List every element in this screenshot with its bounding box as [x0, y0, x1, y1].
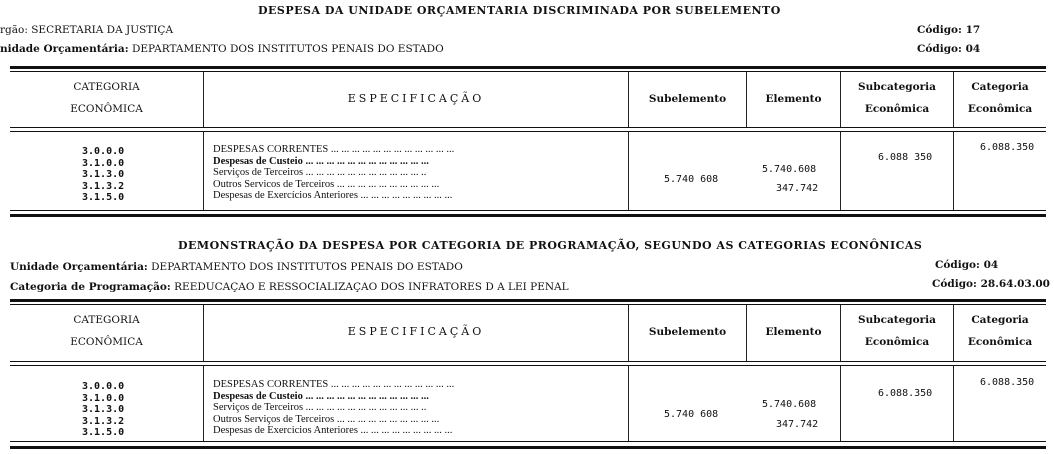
rule [10, 304, 1046, 305]
rule [10, 361, 1046, 362]
subelemento-value: 5.740 608 [664, 409, 719, 420]
rule [10, 127, 1046, 128]
table1 [10, 66, 1046, 218]
spec-row: Serviços de Terceiros ... ... ... ... ... ... ... ... ... ... ... .. [213, 402, 427, 413]
divider [953, 132, 954, 210]
table2-categoria-programacao: Categoria de Programação: REEDUCAÇAO E RESSOCIALIZAÇAO DOS INFRATORES D A LEI PENAL [10, 281, 569, 293]
rule [10, 66, 1046, 69]
subelemento-value: 5.740 608 [664, 174, 719, 185]
col-subelemento-header: Subelemento [648, 326, 727, 338]
table1-unidade: nidade Orçamentária: DEPARTAMENTO DOS INSTITUTOS PENAIS DO ESTADO [0, 43, 444, 55]
table1-title: DESPESA DA UNIDADE ORÇAMENTARIA DISCRIMINADA POR SUBELEMENTO [258, 4, 781, 17]
spec-row: DESPESAS CORRENTES ... ... ... ... ... ... ... ... ... ... ... ... [213, 144, 455, 155]
spec-row: Despesas de Custeio ... ... ... ... ... ... ... ... ... ... ... ... [213, 390, 429, 402]
spec-column [213, 144, 454, 202]
code-row: 3.1.3.2 [82, 180, 125, 192]
rule [10, 71, 1046, 72]
col-elemento-header: Elemento [765, 93, 822, 105]
code-row: 3.1.0.0 [82, 392, 125, 404]
col-especificacao-header: ESPECIFICAÇÃO [347, 325, 485, 338]
categoria-value: 6.088.350 [980, 377, 1035, 388]
rule [10, 214, 1046, 217]
rule [10, 441, 1046, 442]
code-row: 3.1.5.0 [82, 192, 125, 203]
rule [10, 210, 1046, 211]
col-subcategoria-header: Subcategoria Econômica [858, 81, 936, 115]
table1-unidade-code: Código: 04 [917, 43, 981, 55]
divider [203, 366, 204, 441]
table1-orgao-code: Código: 17 [917, 24, 981, 36]
table2-unidade-code: Código: 04 [935, 259, 999, 271]
rule [10, 299, 1046, 302]
code-row: 3.1.3.0 [82, 404, 125, 415]
divider [840, 132, 841, 210]
rule [10, 446, 1046, 449]
rule [10, 365, 1046, 366]
elemento-value: 347.742 [776, 183, 819, 194]
col-subcategoria-header: Subcategoria Econômica [858, 314, 936, 348]
code-row: 3.1.3.2 [82, 415, 125, 427]
col-elemento-header: Elemento [765, 326, 822, 338]
code-row: 3.0.0.0 [82, 146, 125, 157]
spec-row: Serviços de Terceiros ... ... ... ... ... ... ... ... ... ... ... .. [213, 167, 427, 178]
codes-column [82, 381, 124, 439]
divider [203, 132, 204, 210]
table1-orgao: rgão: SECRETARIA DA JUSTIÇA [0, 24, 174, 36]
table2-title: DEMONSTRAÇÃO DA DESPESA POR CATEGORIA DE PROGRAMAÇÃO, SEGUNDO AS CATEGORIAS ECONÔNICAS [178, 239, 923, 252]
spec-row: Despesas de Custeio ... ... ... ... ... ... ... ... ... ... ... ... [213, 155, 429, 167]
spec-row: Despesas de Exercicios Anteriores ... ... ... ... ... ... ... ... ... [213, 425, 453, 436]
categoria-value: 6.088.350 [980, 142, 1035, 153]
table2-categoria-programacao-code: Código: 28.64.03.00 [932, 278, 1050, 290]
spec-row: Despesas de Exercícios Anteriores ... ... ... ... ... ... ... ... ... [213, 190, 453, 201]
code-row: 3.0.0.0 [82, 381, 125, 392]
code-row: 3.1.0.0 [82, 157, 125, 169]
spec-row: Outros Serviços de Terceiros ... ... ... ... ... ... ... ... ... ... [213, 413, 440, 425]
divider [840, 366, 841, 441]
codes-column [82, 146, 124, 204]
subcategoria-value: 6.088.350 [878, 388, 933, 399]
elemento-value: 5.740.608 [762, 164, 817, 175]
subcategoria-value: 6.088 350 [878, 152, 933, 163]
divider [628, 132, 629, 210]
col-especificacao-header: ESPECIFICAÇÃO [347, 92, 485, 105]
col-categoria-header: CATEGORIA ECONÔMICA [70, 81, 143, 115]
elemento-value: 5.740.608 [762, 399, 817, 410]
spec-row: DESPESAS CORRENTES ... ... ... ... ... ... ... ... ... ... ... ... [213, 379, 455, 390]
code-row: 3.1.3.0 [82, 169, 125, 180]
rule [10, 131, 1046, 132]
table2-unidade: Unidade Orçamentária: DEPARTAMENTO DOS INSTITUTOS PENAIS DO ESTADO [10, 261, 463, 273]
col-categoria-header: CATEGORIA ECONÔMICA [70, 314, 143, 348]
divider [953, 366, 954, 441]
table2 [10, 299, 1046, 451]
code-row: 3.1.5.0 [82, 427, 125, 438]
col-categoria-economica-header: Categoria Econômica [967, 81, 1033, 115]
spec-row: Outros Servicos de Terceiros ... ... ... ... ... ... ... ... ... ... [213, 178, 440, 190]
divider [628, 366, 629, 441]
spec-column [213, 379, 454, 437]
elemento-value: 347.742 [776, 419, 819, 430]
col-subelemento-header: Subelemento [648, 93, 727, 105]
col-categoria-economica-header: Categoria Econômica [967, 314, 1033, 348]
